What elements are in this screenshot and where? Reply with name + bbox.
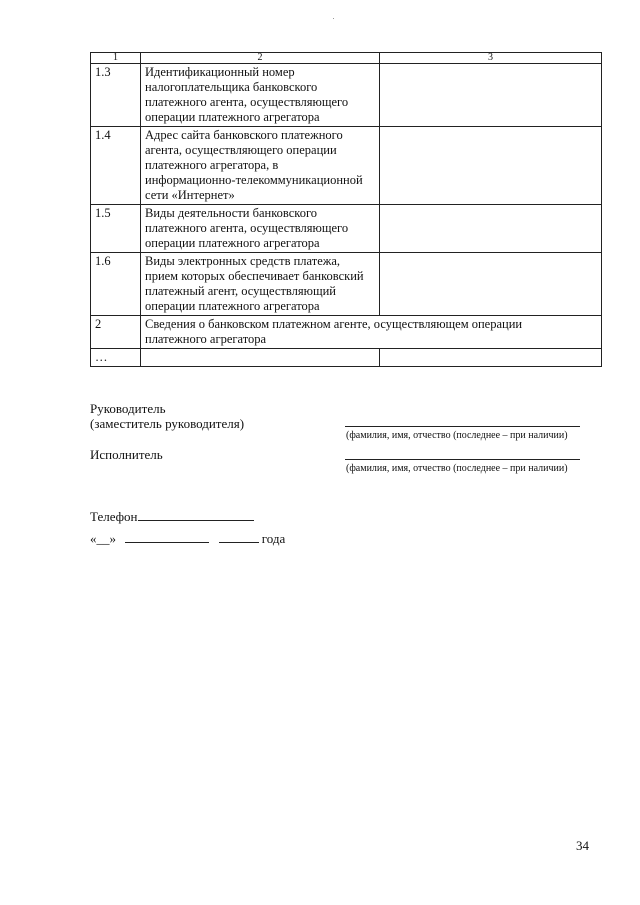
table-row — [91, 349, 602, 367]
table-row — [91, 253, 602, 316]
row-number: 2 — [91, 316, 141, 349]
phone-label: Телефон — [90, 509, 138, 524]
date-row — [90, 530, 285, 546]
scan-speck — [333, 18, 334, 19]
phone-blank — [138, 508, 254, 521]
table-row — [91, 316, 602, 349]
row-value — [380, 127, 602, 205]
phone-row — [90, 508, 254, 524]
header-col-2: 2 — [141, 53, 380, 64]
row-label: Адрес сайта банковского платежного агента, осуществляющего операции платежного агрегатора, в информационно-телекоммуникационной сети «Интернет» — [141, 127, 380, 205]
header-col-1: 1 — [91, 53, 141, 64]
date-year-blank — [219, 530, 259, 543]
header-col-3: 3 — [380, 53, 602, 64]
row-value — [380, 205, 602, 253]
date-day: «__» — [90, 531, 116, 546]
head-name-line — [345, 426, 580, 427]
head-title: Руководитель — [90, 401, 166, 416]
table-header-row — [91, 53, 602, 64]
info-table — [90, 52, 602, 367]
executor-title: Исполнитель — [90, 447, 163, 462]
head-name-caption: (фамилия, имя, отчество (последнее – при наличии) — [346, 430, 568, 441]
row-label: Идентификационный номер налогоплательщика банковского платежного агента, осуществляющего операции платежного агрегатора — [141, 64, 380, 127]
executor-name-line — [345, 459, 580, 460]
row-label: Виды деятельности банковского платежного агента, осуществляющего операции платежного агрегатора — [141, 205, 380, 253]
row-value — [380, 349, 602, 367]
row-label: Виды электронных средств платежа, прием которых обеспечивает банковский платежный агент, осуществляющий операции платежного агрегатора — [141, 253, 380, 316]
row-number: 1.6 — [91, 253, 141, 316]
row-number: 1.4 — [91, 127, 141, 205]
row-number: 1.5 — [91, 205, 141, 253]
date-year-suffix: года — [261, 531, 286, 546]
row-label — [141, 349, 380, 367]
row-value — [380, 64, 602, 127]
row-number: … — [91, 349, 141, 367]
row-number: 1.3 — [91, 64, 141, 127]
table-row — [91, 127, 602, 205]
head-deputy-title: (заместитель руководителя) — [90, 416, 245, 431]
row-value — [380, 253, 602, 316]
date-month-blank — [125, 530, 209, 543]
executor-name-caption: (фамилия, имя, отчество (последнее – при наличии) — [346, 463, 568, 474]
table-row — [91, 205, 602, 253]
page-number: 34 — [576, 838, 589, 853]
row-label-merged: Сведения о банковском платежном агенте, осуществляющем операции платежного агрегатора — [141, 316, 602, 349]
table-row — [91, 64, 602, 127]
